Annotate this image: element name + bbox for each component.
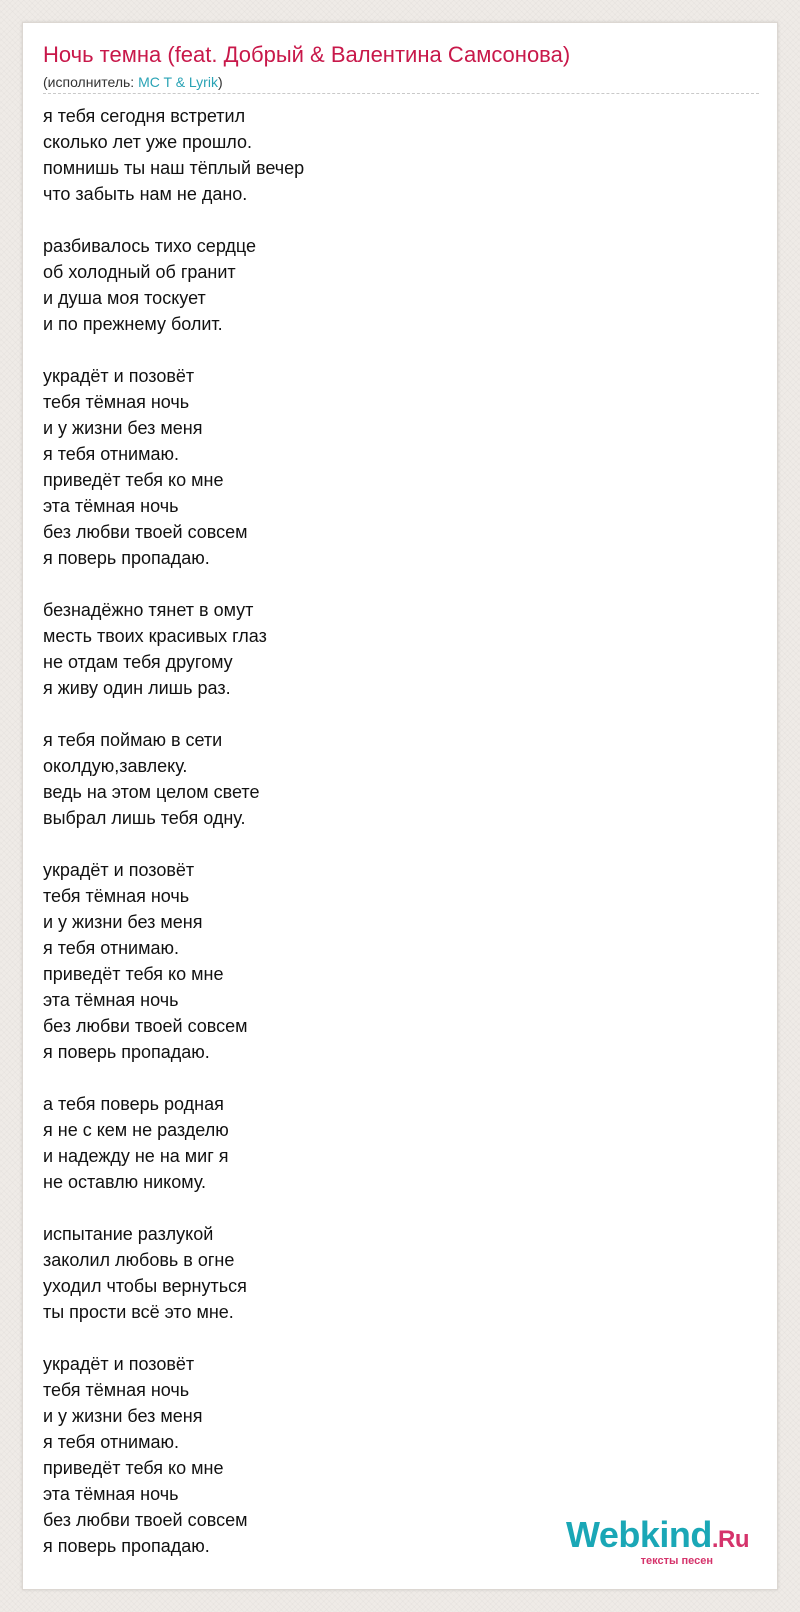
lyrics-line: я не с кем не разделю — [43, 1120, 229, 1140]
logo-name: Webkind — [565, 1514, 712, 1555]
artist-suffix: ) — [217, 74, 223, 90]
lyrics-line: и у жизни без меня — [43, 912, 203, 932]
lyrics-body — [43, 103, 743, 1585]
lyrics-stanza — [43, 363, 743, 571]
lyrics-line: помнишь ты наш тёплый вечер — [43, 158, 305, 178]
lyrics-line: эта тёмная ночь — [43, 990, 179, 1010]
lyrics-line: я тебя отнимаю. — [43, 1432, 180, 1452]
lyrics-line: ты прости всё это мне. — [43, 1302, 234, 1322]
lyrics-line: приведёт тебя ко мне — [43, 964, 224, 984]
lyrics-line: месть твоих красивых глаз — [43, 626, 267, 646]
lyrics-line: украдёт и позовёт — [43, 1354, 195, 1374]
logo-tagline: тексты песен — [640, 1555, 713, 1567]
lyrics-line: я поверь пропадаю. — [43, 548, 210, 568]
lyrics-line: разбивалось тихо сердце — [43, 236, 257, 256]
lyrics-stanza — [43, 1221, 743, 1325]
lyrics-line: ведь на этом целом свете — [43, 782, 260, 802]
lyrics-line: и по прежнему болит. — [43, 314, 223, 334]
lyrics-line: и у жизни без меня — [43, 1406, 203, 1426]
lyrics-line: тебя тёмная ночь — [43, 392, 190, 412]
lyrics-line: что забыть нам не дано. — [43, 184, 248, 204]
lyrics-line: не оставлю никому. — [43, 1172, 207, 1192]
lyrics-line: и у жизни без меня — [43, 418, 203, 438]
lyrics-line: я поверь пропадаю. — [43, 1536, 210, 1556]
lyrics-line: безнадёжно тянет в омут — [43, 600, 254, 620]
lyrics-stanza — [43, 1091, 743, 1195]
lyrics-line: заколил любовь в огне — [43, 1250, 235, 1270]
lyrics-line: я поверь пропадаю. — [43, 1042, 210, 1062]
lyrics-stanza — [43, 857, 743, 1065]
lyrics-line: эта тёмная ночь — [43, 496, 179, 516]
lyrics-line: выбрал лишь тебя одну. — [43, 808, 246, 828]
lyrics-line: тебя тёмная ночь — [43, 886, 190, 906]
lyrics-stanza — [43, 727, 743, 831]
lyrics-line: тебя тёмная ночь — [43, 1380, 190, 1400]
lyrics-line: и надежду не на миг я — [43, 1146, 229, 1166]
lyrics-line: украдёт и позовёт — [43, 860, 195, 880]
lyrics-line: я тебя поймаю в сети — [43, 730, 223, 750]
lyrics-line: испытание разлукой — [43, 1224, 214, 1244]
lyrics-line: об холодный об гранит — [43, 262, 236, 282]
title-divider — [43, 93, 759, 94]
lyrics-line: я живу один лишь раз. — [43, 678, 231, 698]
lyrics-line: приведёт тебя ко мне — [43, 470, 224, 490]
lyrics-stanza — [43, 597, 743, 701]
lyrics-line: я тебя сегодня встретил — [43, 106, 246, 126]
song-title: Ночь темна (feat. Добрый & Валентина Самсонова) — [43, 42, 571, 67]
lyrics-stanza — [43, 233, 743, 337]
lyrics-stanza — [43, 103, 743, 207]
lyrics-line: украдёт и позовёт — [43, 366, 195, 386]
lyrics-line: а тебя поверь родная — [43, 1094, 224, 1114]
lyrics-line: эта тёмная ночь — [43, 1484, 179, 1504]
lyrics-line: приведёт тебя ко мне — [43, 1458, 224, 1478]
artist-link[interactable]: MC T & Lyrik — [138, 74, 218, 90]
lyrics-line: я тебя отнимаю. — [43, 444, 180, 464]
lyrics-line: околдую,завлеку. — [43, 756, 188, 776]
site-logo[interactable] — [566, 1516, 749, 1567]
lyrics-line: и душа моя тоскует — [43, 288, 206, 308]
artist-line — [43, 73, 223, 91]
lyrics-card — [22, 22, 778, 1590]
lyrics-line: уходил чтобы вернуться — [43, 1276, 247, 1296]
logo-domain: .Ru — [711, 1526, 749, 1553]
lyrics-line: без любви твоей совсем — [43, 1510, 248, 1530]
lyrics-line: я тебя отнимаю. — [43, 938, 180, 958]
lyrics-line: без любви твоей совсем — [43, 522, 248, 542]
lyrics-line: без любви твоей совсем — [43, 1016, 248, 1036]
artist-prefix: (исполнитель: — [43, 74, 139, 90]
lyrics-line: сколько лет уже прошло. — [43, 132, 253, 152]
lyrics-line: не отдам тебя другому — [43, 652, 233, 672]
logo-wordmark — [566, 1516, 749, 1559]
